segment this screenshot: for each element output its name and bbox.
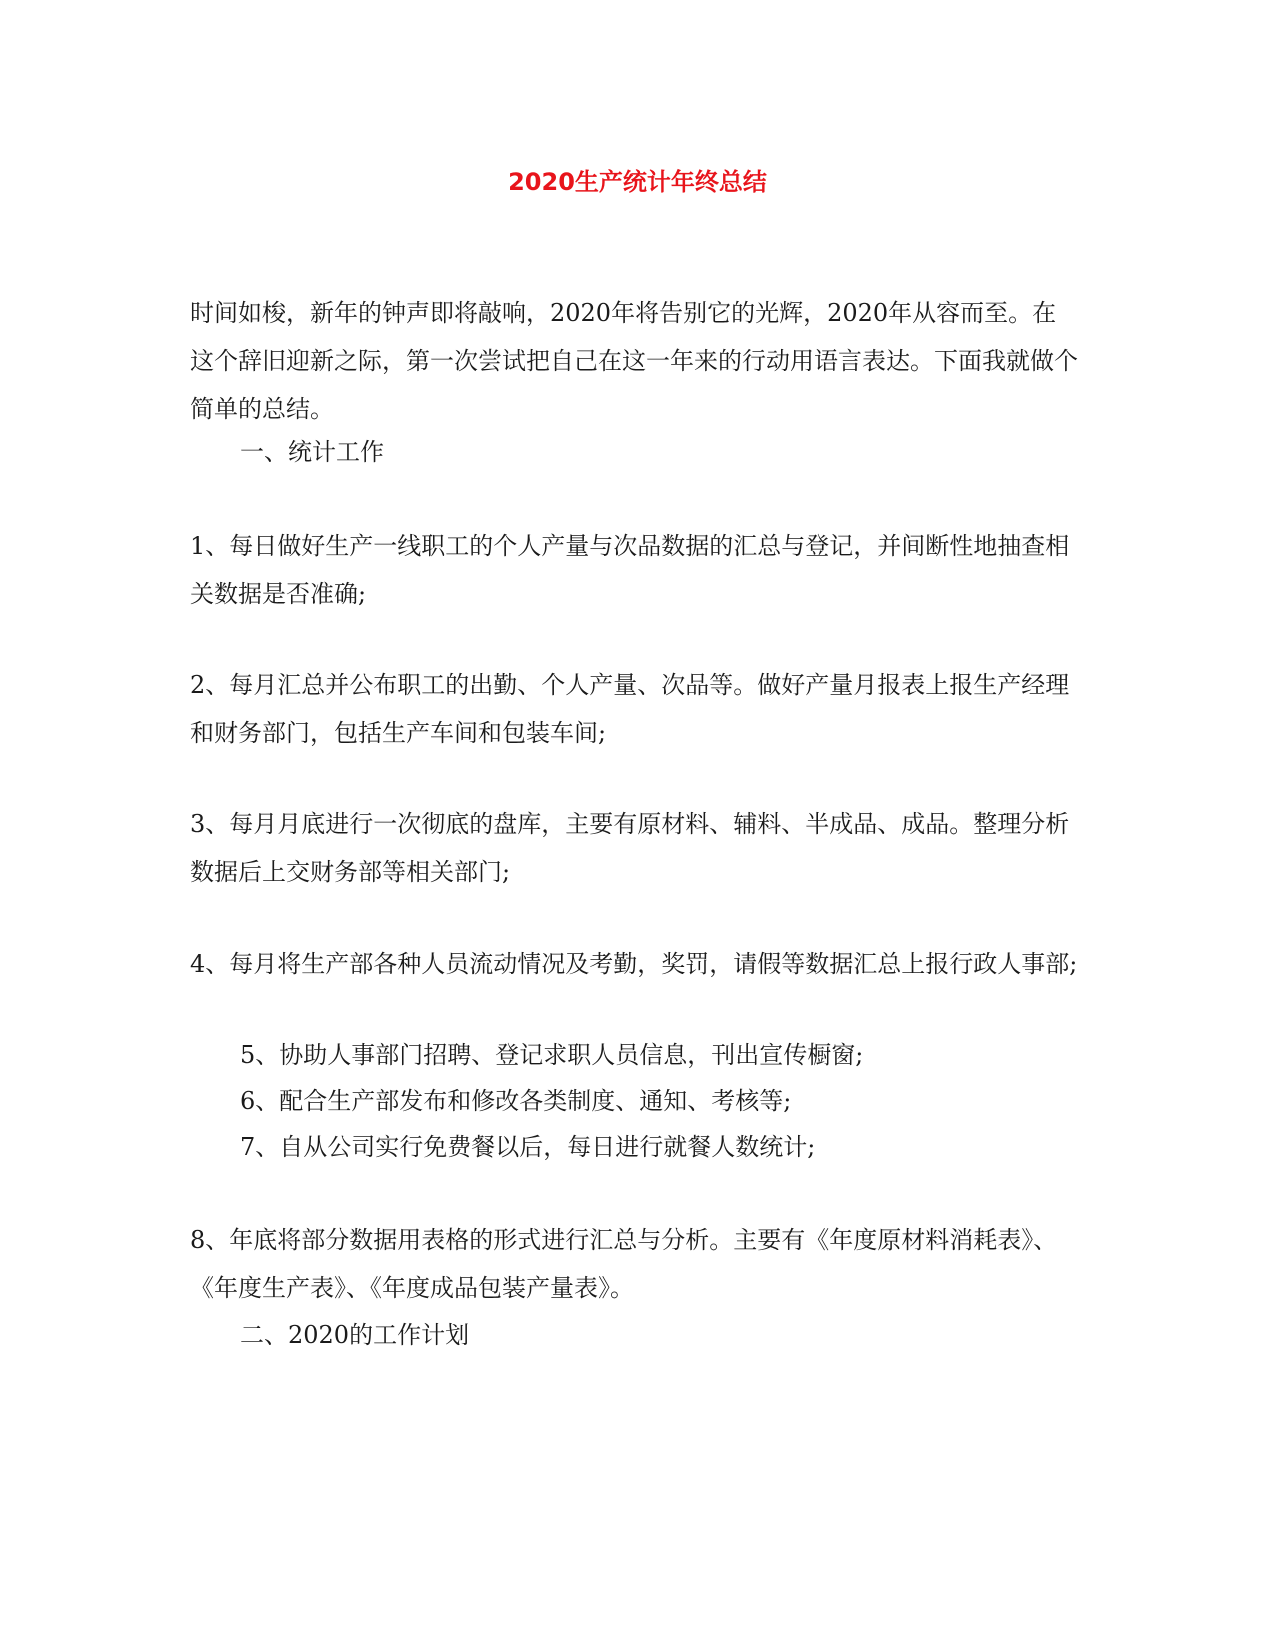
- list-item: 7、自从公司实行免费餐以后，每日进行就餐人数统计;: [240, 1133, 816, 1161]
- list-item: 2、每月汇总并公布职工的出勤、个人产量、次品等。做好产量月报表上报生产经理和财务部门，包括生产车间和包装车间;: [190, 671, 1070, 747]
- document-title: 2020生产统计年终总结: [508, 168, 767, 196]
- list-item: 3、每月月底进行一次彻底的盘库，主要有原材料、辅料、半成品、成品。整理分析数据后上交财务部等相关部门;: [190, 810, 1070, 886]
- list-item: 1、每日做好生产一线职工的个人产量与次品数据的汇总与登记，并间断性地抽查相关数据是否准确;: [190, 532, 1070, 608]
- list-item: 4、每月将生产部各种人员流动情况及考勤，奖罚，请假等数据汇总上报行政人事部;: [190, 950, 1078, 978]
- list-item: 8、年底将部分数据用表格的形式进行汇总与分析。主要有《年度原材料消耗表》、《年度生产表》、《年度成品包装产量表》。: [190, 1226, 1058, 1302]
- section-heading-work-plan: 二、2020的工作计划: [240, 1321, 470, 1349]
- section-heading-statistics: 一、统计工作: [240, 438, 384, 466]
- intro-paragraph: 时间如梭，新年的钟声即将敲响，2020年将告别它的光辉，2020年从容而至。在这个辞旧迎新之际，第一次尝试把自己在这一年来的行动用语言表达。下面我就做个简单的总结。: [190, 299, 1078, 423]
- list-item: 6、配合生产部发布和修改各类制度、通知、考核等;: [240, 1087, 792, 1115]
- list-item: 5、协助人事部门招聘、登记求职人员信息，刊出宣传橱窗;: [240, 1041, 864, 1069]
